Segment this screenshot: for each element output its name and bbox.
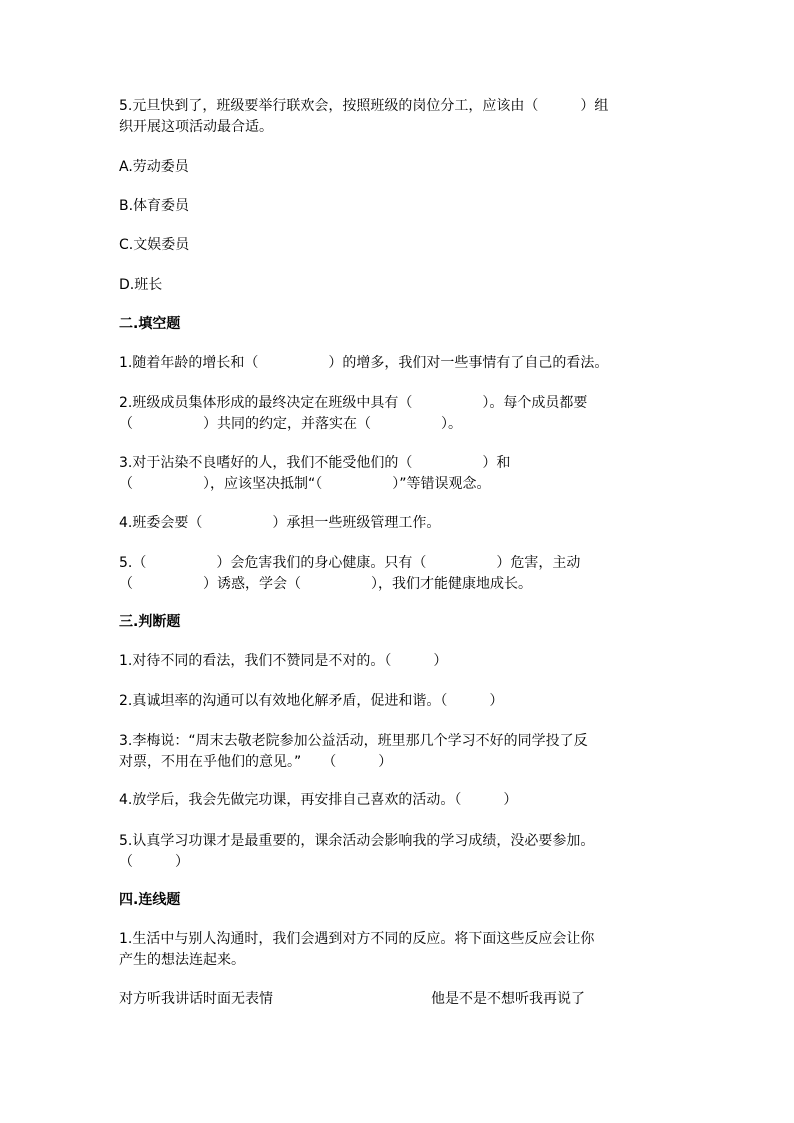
section-heading-matching: 四.连线题 bbox=[119, 892, 181, 908]
choice-option-b: B.体育委员 bbox=[119, 198, 190, 214]
judge-question-5-line-2: （ ） bbox=[119, 854, 189, 870]
fill-question-3-line-1: 3.对于沾染不良嗜好的人，我们不能受他们的（ ）和 bbox=[119, 455, 511, 471]
fill-question-1: 1.随着年龄的增长和（ ）的增多，我们对一些事情有了自己的看法。 bbox=[119, 355, 609, 371]
choice-option-c: C.文娱委员 bbox=[119, 237, 190, 253]
fill-question-4: 4.班委会要（ ）承担一些班级管理工作。 bbox=[119, 515, 441, 531]
match-question-1-line-1: 1.生活中与别人沟通时，我们会遇到对方不同的反应。将下面这些反应会让你 bbox=[119, 931, 595, 947]
judge-question-3-line-2: 对票，不用在乎他们的意见。” （ ） bbox=[119, 754, 393, 770]
judge-question-3-line-1: 3.李梅说：“周末去敬老院参加公益活动，班里那几个学习不好的同学投了反 bbox=[119, 733, 588, 749]
section-heading-fill-in: 二.填空题 bbox=[119, 316, 181, 332]
match-right-item: 他是不是不想听我再说了 bbox=[431, 991, 585, 1007]
judge-question-2: 2.真诚坦率的沟通可以有效地化解矛盾，促进和谐。（ ） bbox=[119, 693, 504, 709]
match-left-item: 对方听我讲话时面无表情 bbox=[119, 991, 273, 1007]
section-heading-true-false: 三.判断题 bbox=[119, 614, 181, 630]
fill-question-3-line-2: （ ），应该坚决抵制“（ ）”等错误观念。 bbox=[119, 476, 491, 492]
match-question-1-line-2: 产生的想法连起来。 bbox=[119, 952, 245, 968]
fill-question-5-line-1: 5.（ ）会危害我们的身心健康。只有（ ）危害，主动 bbox=[119, 555, 581, 571]
judge-question-5-line-1: 5.认真学习功课才是最重要的，课余活动会影响我的学习成绩，没必要参加。 bbox=[119, 833, 595, 849]
fill-question-2-line-1: 2.班级成员集体形成的最终决定在班级中具有（ ）。每个成员都要 bbox=[119, 395, 588, 411]
choice-option-a: A.劳动委员 bbox=[119, 159, 189, 175]
fill-question-5-line-2: （ ）诱惑，学会（ ），我们才能健康地成长。 bbox=[119, 576, 532, 592]
choice-question-5-line-2: 织开展这项活动最合适。 bbox=[119, 119, 273, 135]
judge-question-4: 4.放学后，我会先做完功课，再安排自己喜欢的活动。（ ） bbox=[119, 792, 518, 808]
judge-question-1: 1.对待不同的看法，我们不赞同是不对的。（ ） bbox=[119, 653, 448, 669]
choice-option-d: D.班长 bbox=[119, 277, 163, 293]
choice-question-5-line-1: 5.元旦快到了，班级要举行联欢会，按照班级的岗位分工，应该由（ ）组 bbox=[119, 98, 609, 114]
fill-question-2-line-2: （ ）共同的约定，并落实在（ ）。 bbox=[119, 416, 462, 432]
